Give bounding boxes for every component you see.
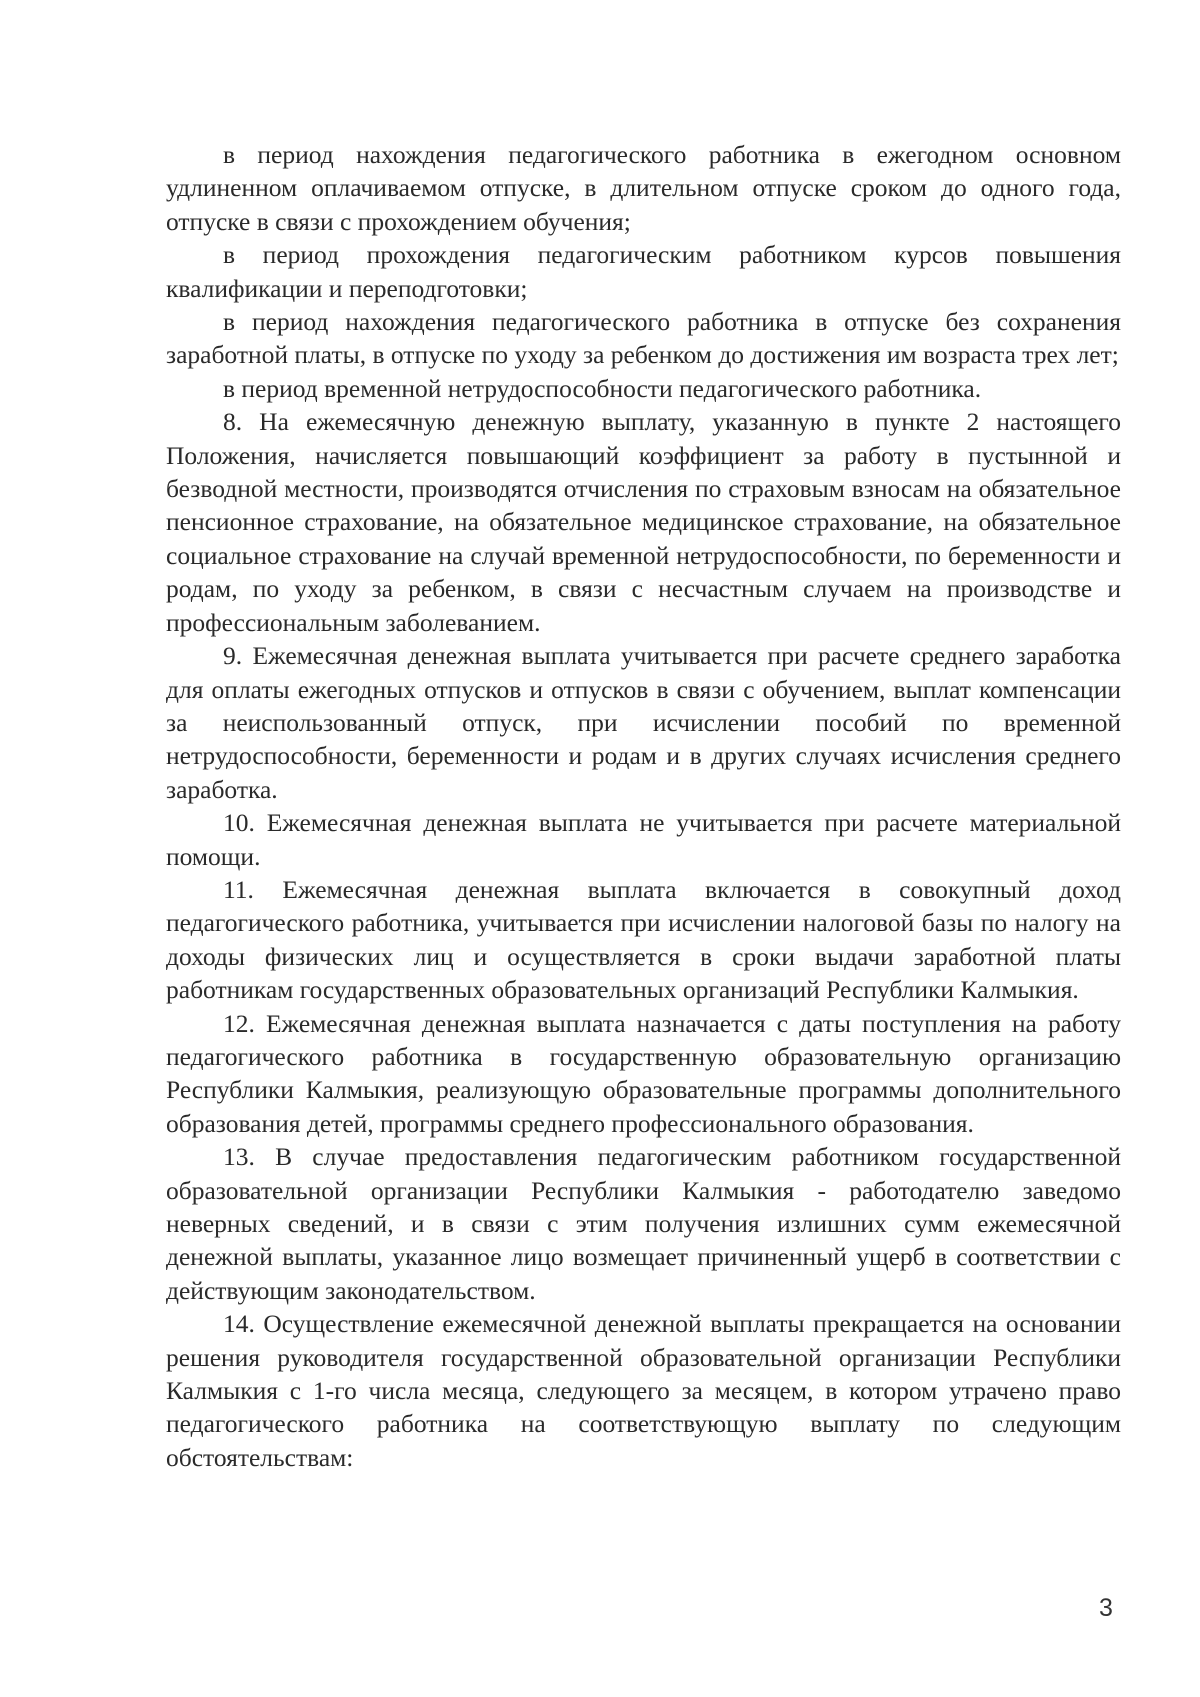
clause-8: 8. На ежемесячную денежную выплату, указанную в пункте 2 настоящего Положения, начисляется повышающий коэффициент за работу в пустынной и безводной местности, производятся отчисления по страховым взносам на обязательное пенсионное страхование, на обязательное медицинское страхование, на обязательное социальное страхование на случай временной нетрудоспособности, по беременности и родам, по уходу за ребенком, в связи с несчастным случаем на производстве и профессиональным заболеванием. <box>166 407 1121 637</box>
clause-11: 11. Ежемесячная денежная выплата включается в совокупный доход педагогического работника, учитывается при исчислении налоговой базы по налогу на доходы физических лиц и осуществляется в сроки выдачи заработной платы работникам государственных образовательных организаций Республики Калмыкия. <box>166 874 1121 1005</box>
paragraph-training-period: в период прохождения педагогическим работником курсов повышения квалификации и переподготовки; <box>166 240 1121 303</box>
clause-13: 13. В случае предоставления педагогическим работником государственной образовательной организации Республики Калмыкия - работодателю заведомо неверных сведений, и в связи с этим получения излишних сумм ежемесячной денежной выплаты, указанное лицо возмещает причиненный ущерб в соответствии с действующим законодательством. <box>166 1142 1121 1305</box>
paragraph-unpaid-leave-period: в период нахождения педагогического работника в отпуске без сохранения заработной платы, в отпуске по уходу за ребенком до достижения им возраста трех лет; <box>166 307 1121 370</box>
paragraph-disability-period: в период временной нетрудоспособности педагогического работника. <box>223 373 982 403</box>
clause-10: 10. Ежемесячная денежная выплата не учитывается при расчете материальной помощи. <box>166 808 1121 871</box>
clause-14: 14. Осуществление ежемесячной денежной выплаты прекращается на основании решения руководителя государственной образовательной организации Республики Калмыкия с 1-го числа месяца, следующего за месяцем, в котором утрачено право педагогического работника на соответствующую выплату по следующим обстоятельствам: <box>166 1309 1121 1472</box>
paragraph-vacation-period: в период нахождения педагогического работника в ежегодном основном удлиненном оплачиваемом отпуске, в длительном отпуске сроком до одного года, отпуске в связи с прохождением обучения; <box>166 140 1121 236</box>
clause-9: 9. Ежемесячная денежная выплата учитывается при расчете среднего заработка для оплаты ежегодных отпусков и отпусков в связи с обучением, выплат компенсации за неиспользованный отпуск, при исчислении пособий по временной нетрудоспособности, беременности и родам и в других случаях исчисления среднего заработка. <box>166 641 1121 804</box>
document-body <box>166 138 1121 1474</box>
clause-12: 12. Ежемесячная денежная выплата назначается с даты поступления на работу педагогического работника в государственную образовательную организацию Республики Калмыкия, реализующую образовательные программы дополнительного образования детей, программы среднего профессионального образования. <box>166 1008 1121 1138</box>
page-number: 3 <box>1099 1594 1113 1622</box>
